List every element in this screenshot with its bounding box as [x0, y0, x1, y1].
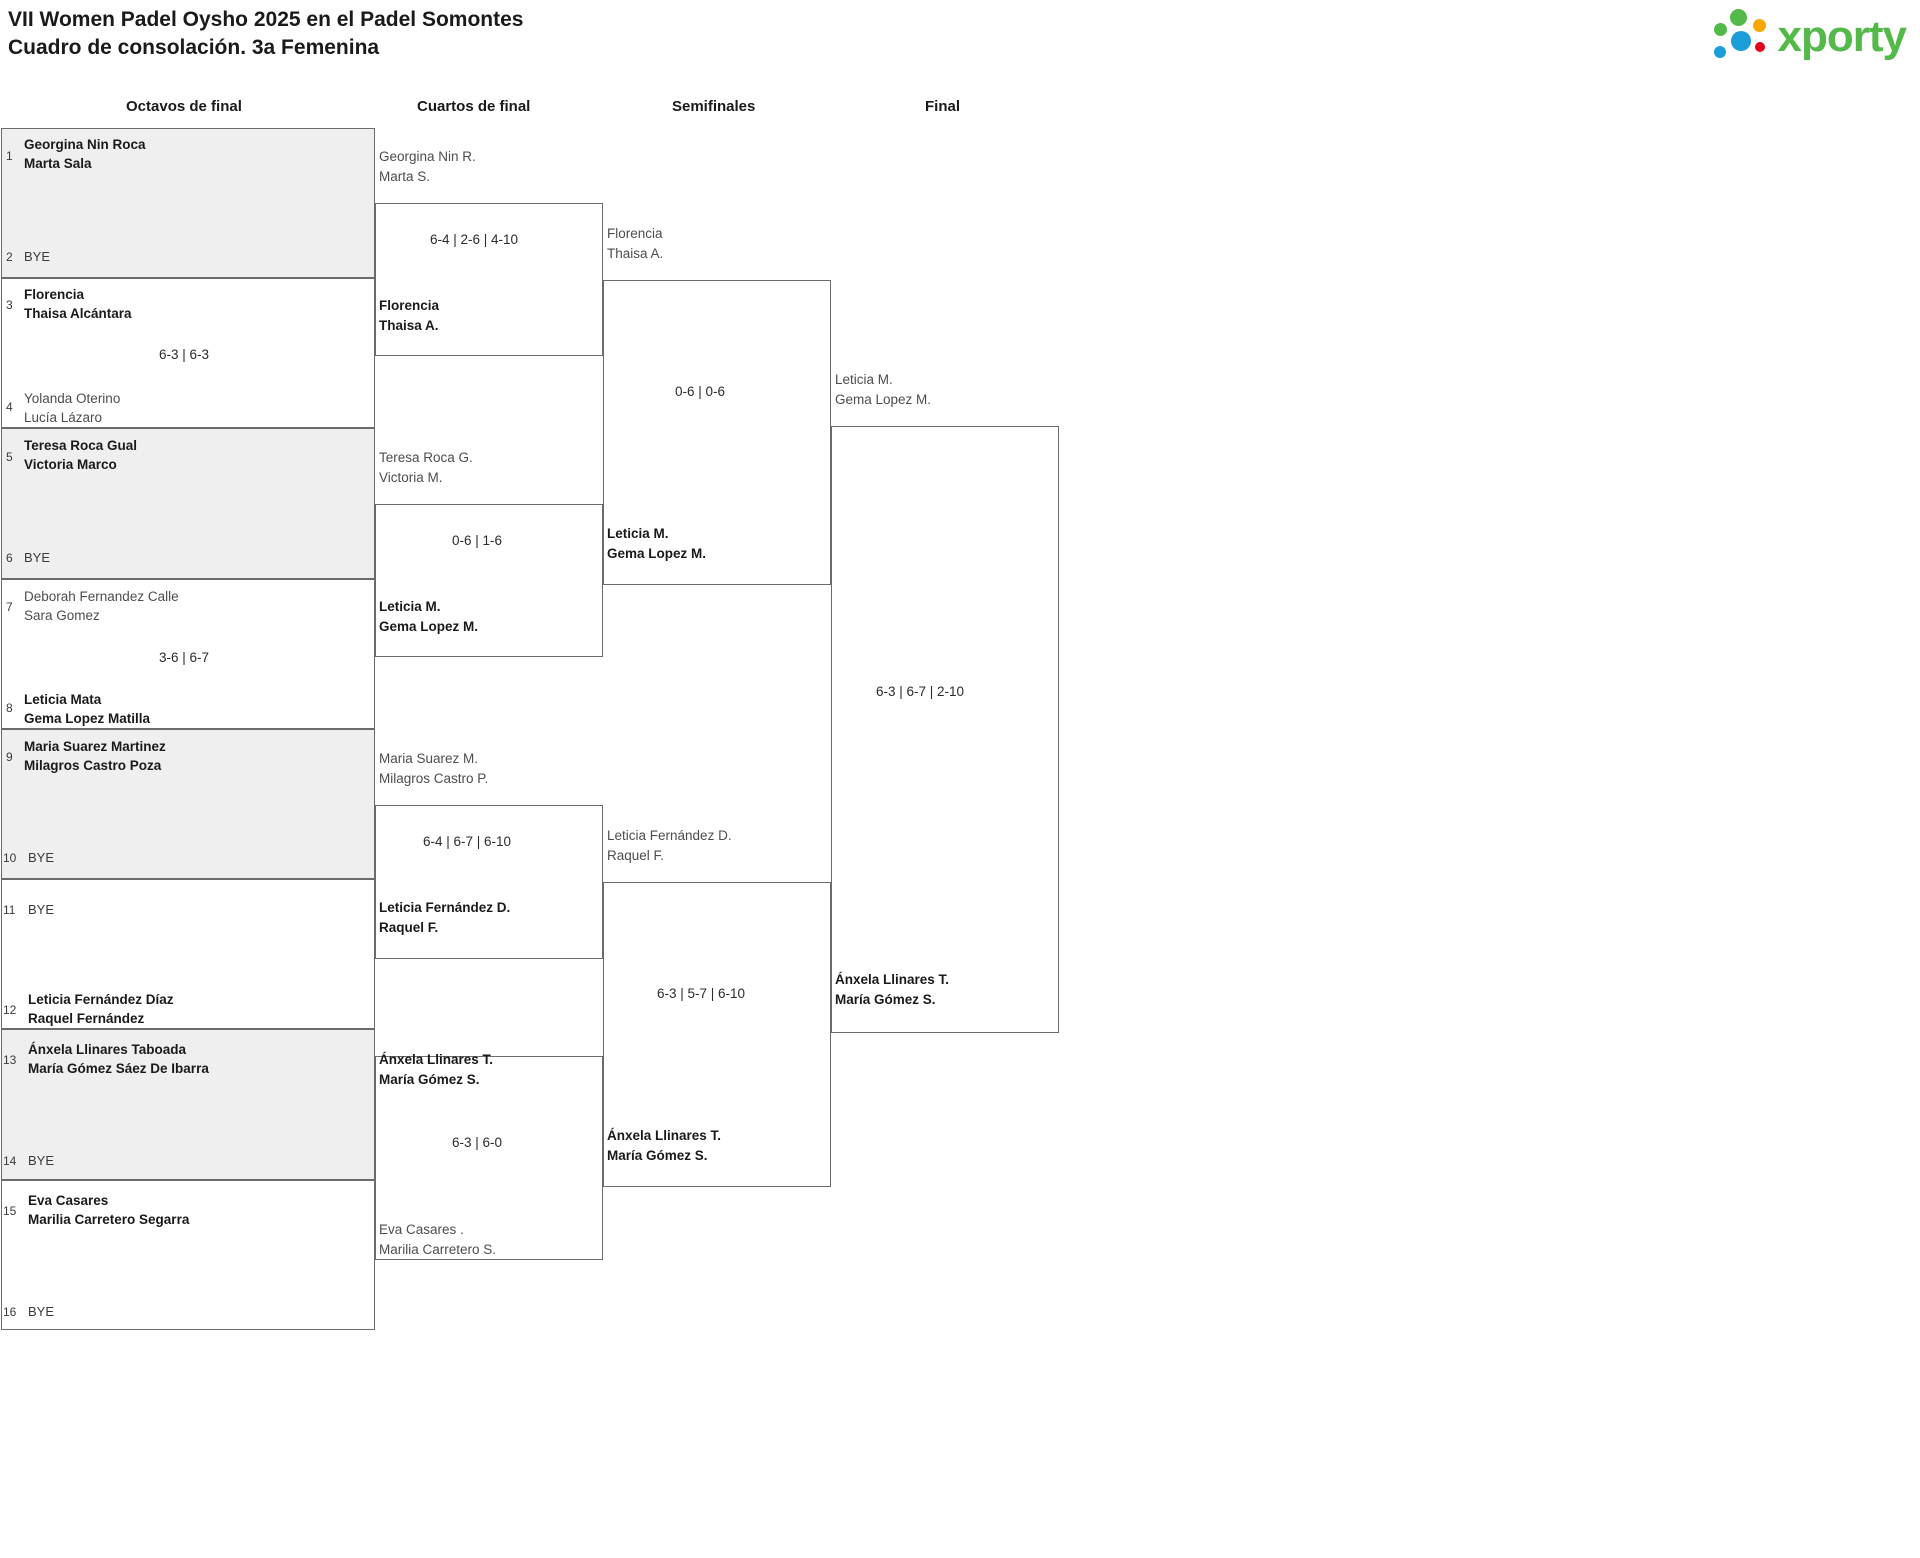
r16-7-player-2: María Gómez Sáez De Ibarra	[28, 1061, 209, 1076]
r16-5-player-2: Milagros Castro Poza	[24, 758, 162, 773]
seed-number: 10	[3, 851, 17, 865]
r16-5-bye: BYE	[28, 850, 55, 865]
sf-2-top-player-2: Raquel F.	[607, 848, 665, 863]
seed-number: 6	[6, 551, 13, 565]
qf-4-score: 6-3 | 6-0	[452, 1135, 503, 1150]
qf-1-bottom-player-2: Thaisa A.	[379, 318, 439, 333]
r16-4-player-1: Deborah Fernandez Calle	[24, 589, 179, 604]
sf-1-bottom-player-2: Gema Lopez M.	[607, 546, 707, 561]
page-title-line-2: Cuadro de consolación. 3a Femenina	[8, 36, 380, 59]
r16-4-score: 3-6 | 6-7	[159, 650, 210, 665]
sf-2-bottom-player-1: Ánxela Llinares T.	[607, 1128, 722, 1143]
r16-8-player-1: Eva Casares	[28, 1193, 109, 1208]
qf-1-top-player-1: Georgina Nin R.	[379, 149, 476, 164]
seed-number: 11	[3, 903, 16, 917]
seed-number: 5	[6, 450, 13, 464]
r16-4-opponent-2: Gema Lopez Matilla	[24, 711, 151, 726]
r16-8-player-2: Marilia Carretero Segarra	[28, 1212, 190, 1227]
sf-1-top-player-1: Florencia	[607, 226, 663, 241]
qf-3-bottom-player-2: Raquel F.	[379, 920, 439, 935]
qf-3-bottom-player-1: Leticia Fernández D.	[379, 900, 511, 915]
sf-1-score: 0-6 | 0-6	[675, 384, 726, 399]
seed-number: 8	[6, 701, 13, 715]
qf-2-top-player-1: Teresa Roca G.	[379, 450, 473, 465]
qf-3-score: 6-4 | 6-7 | 6-10	[423, 834, 512, 849]
sf-2-top-player-1: Leticia Fernández D.	[607, 828, 732, 843]
final-score: 6-3 | 6-7 | 2-10	[876, 684, 965, 699]
r16-6-opponent-2: Raquel Fernández	[28, 1011, 145, 1026]
sf-2-bottom-player-2: María Gómez S.	[607, 1148, 708, 1163]
seed-number: 16	[3, 1305, 17, 1319]
round-header-octavos: Octavos de final	[126, 98, 242, 115]
final-bottom-player-2: María Gómez S.	[835, 992, 936, 1007]
r16-1-bye: BYE	[24, 249, 51, 264]
r16-4-player-2: Sara Gomez	[24, 608, 100, 623]
qf-1-bottom-player-1: Florencia	[379, 298, 440, 313]
final-top-player-2: Gema Lopez M.	[835, 392, 932, 407]
r16-6-player-1: BYE	[28, 902, 55, 917]
seed-number: 12	[3, 1003, 17, 1017]
r16-7-player-1: Ánxela Llinares Taboada	[28, 1042, 187, 1057]
qf-3-top-player-1: Maria Suarez M.	[379, 751, 479, 766]
r16-3-player-1: Teresa Roca Gual	[24, 438, 138, 453]
qf-3-top-player-2: Milagros Castro P.	[379, 771, 489, 786]
r16-2-score: 6-3 | 6-3	[159, 347, 210, 362]
final-top-player-1: Leticia M.	[835, 372, 893, 387]
qf-2-bottom-player-1: Leticia M.	[379, 599, 441, 614]
r16-2-player-1: Florencia	[24, 287, 85, 302]
seed-number: 1	[6, 149, 13, 163]
r16-2-opponent-1: Yolanda Oterino	[24, 391, 121, 406]
seed-number: 15	[3, 1204, 17, 1218]
r16-2-opponent-2: Lucía Lázaro	[24, 410, 103, 425]
final-match[interactable]	[831, 426, 1059, 1033]
r16-8-bye: BYE	[28, 1304, 55, 1319]
qf-2-score: 0-6 | 1-6	[452, 533, 503, 548]
r16-7-bye: BYE	[28, 1153, 55, 1168]
qf-2-top-player-2: Victoria M.	[379, 470, 443, 485]
qf-4-top-player-2: María Gómez S.	[379, 1072, 480, 1087]
qf-4-top-player-1: Ánxela Llinares T.	[379, 1052, 494, 1067]
qf-1-score: 6-4 | 2-6 | 4-10	[430, 232, 519, 247]
seed-number: 4	[6, 400, 13, 414]
seed-number: 7	[6, 600, 13, 614]
r16-5-player-1: Maria Suarez Martinez	[24, 739, 166, 754]
r16-4-opponent-1: Leticia Mata	[24, 692, 102, 707]
logo-wordmark: xporty	[1777, 12, 1906, 61]
sf-1-top-player-2: Thaisa A.	[607, 246, 664, 261]
sf-2-score: 6-3 | 5-7 | 6-10	[657, 986, 746, 1001]
qf-4-bottom-player-2: Marilia Carretero S.	[379, 1242, 497, 1257]
round-header-cuartos: Cuartos de final	[417, 98, 531, 115]
round-header-final: Final	[925, 98, 961, 115]
r16-2-player-2: Thaisa Alcántara	[24, 306, 132, 321]
seed-number: 9	[6, 750, 13, 764]
r16-3-bye: BYE	[24, 550, 51, 565]
sf-1-bottom-player-1: Leticia M.	[607, 526, 669, 541]
round-header-semifinales: Semifinales	[672, 98, 756, 115]
page-title-line-1: VII Women Padel Oysho 2025 en el Padel Somontes	[8, 8, 524, 31]
seed-number: 2	[6, 250, 13, 264]
seed-number: 3	[6, 298, 13, 312]
r16-1-player-1: Georgina Nin Roca	[24, 137, 146, 152]
final-bottom-player-1: Ánxela Llinares T.	[835, 972, 950, 987]
r16-1-player-2: Marta Sala	[24, 156, 92, 171]
qf-2-bottom-player-2: Gema Lopez M.	[379, 619, 479, 634]
seed-number: 14	[3, 1154, 17, 1168]
r16-6-opponent-1: Leticia Fernández Díaz	[28, 992, 174, 1007]
qf-4-bottom-player-1: Eva Casares .	[379, 1222, 464, 1237]
seed-number: 13	[3, 1053, 17, 1067]
qf-1-top-player-2: Marta S.	[379, 169, 431, 184]
r16-3-player-2: Victoria Marco	[24, 457, 117, 472]
